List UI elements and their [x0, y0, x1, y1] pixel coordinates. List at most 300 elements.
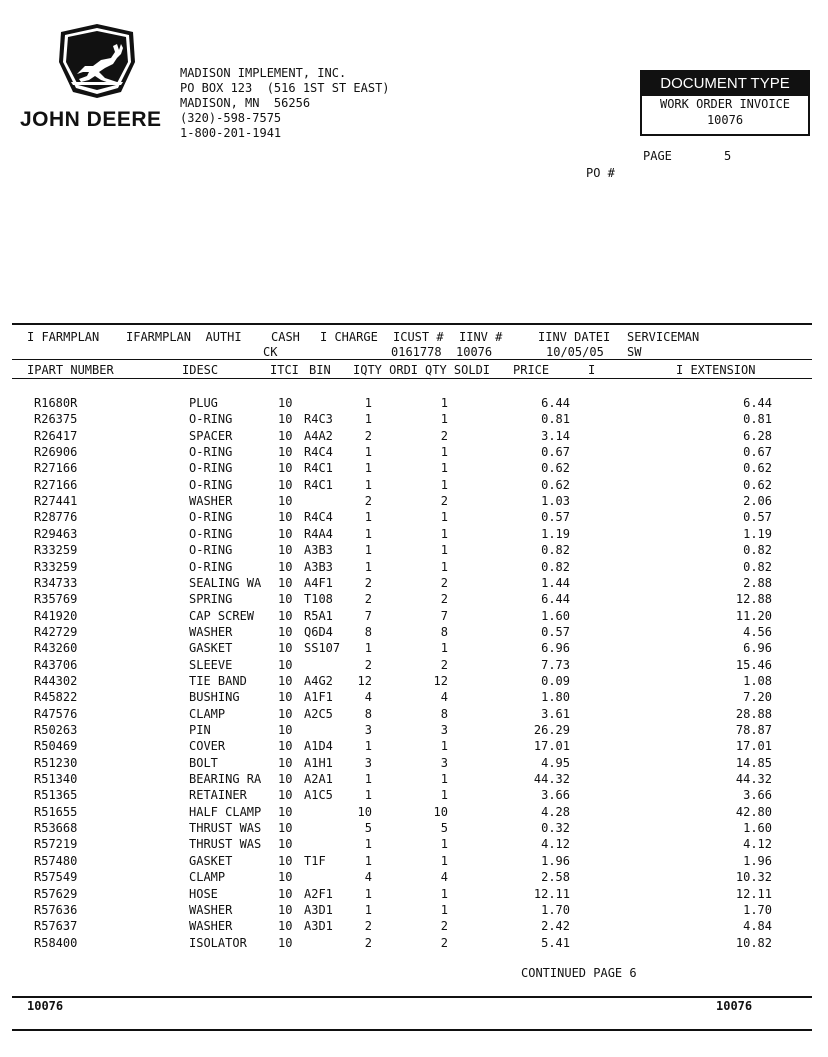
cell-description: THRUST WAS: [189, 837, 262, 852]
dealer-tollfree: 1-800-201-1941: [180, 126, 282, 140]
cell-part-number: R51655: [34, 804, 78, 819]
cell-bin: A3D1: [304, 919, 333, 934]
cell-qty-ordered: 2: [364, 575, 372, 590]
cell-qty-ordered: 1: [364, 853, 372, 868]
serviceman-label: SERVICEMAN: [627, 330, 700, 344]
cell-description: PLUG: [189, 396, 218, 410]
cell-tc: 10: [278, 772, 293, 787]
cell-part-number: R26417: [34, 428, 78, 443]
header-top-rule: [12, 323, 812, 325]
cell-part-number: R51365: [34, 788, 78, 803]
cell-bin: R4C3: [304, 412, 333, 427]
cell-part-number: R27166: [34, 461, 78, 476]
cell-bin: R5A1: [304, 608, 333, 623]
col-extension: I EXTENSION: [676, 363, 756, 377]
dealer-name: MADISON IMPLEMENT, INC.: [180, 66, 347, 80]
cell-qty-sold: 1: [440, 445, 448, 460]
cell-qty-ordered: 1: [364, 902, 372, 917]
cell-unit-price: 5.41: [541, 935, 570, 950]
cell-description: HALF CLAMP: [189, 804, 262, 819]
cell-extension: 2.06: [743, 494, 772, 509]
cell-extension: 4.56: [743, 624, 772, 639]
cell-qty-sold: 1: [440, 641, 448, 656]
table-row: [0, 853, 828, 869]
cell-bin: A2A1: [304, 772, 333, 787]
footer-bottom-rule: [12, 1029, 812, 1031]
cell-bin: R4C1: [304, 477, 333, 492]
cell-qty-sold: 1: [440, 477, 448, 492]
cell-part-number: R57549: [34, 870, 78, 885]
cell-tc: 10: [278, 690, 293, 705]
table-row: [0, 526, 828, 542]
cell-unit-price: 6.44: [541, 592, 570, 607]
cell-description: O-RING: [189, 510, 233, 525]
table-row: [0, 395, 828, 411]
table-row: [0, 444, 828, 460]
table-row: [0, 935, 828, 951]
cell-qty-sold: 2: [440, 919, 448, 934]
cell-tc: 10: [278, 935, 293, 950]
cell-bin: A3B3: [304, 559, 333, 574]
cell-extension: 6.28: [743, 428, 772, 443]
cell-qty-ordered: 1: [364, 396, 372, 410]
col-tc: ITCI: [270, 363, 299, 377]
cell-part-number: R47576: [34, 706, 78, 721]
cell-unit-price: 7.73: [541, 657, 570, 672]
table-row: [0, 559, 828, 575]
cell-qty-sold: 1: [440, 739, 448, 754]
footer-top-rule: [12, 996, 812, 998]
col-part-number: IPART NUMBER: [27, 363, 114, 377]
cell-description: BUSHING: [189, 690, 240, 705]
cell-extension: 0.82: [743, 543, 772, 558]
document-type-heading: DOCUMENT TYPE: [642, 72, 808, 96]
cell-unit-price: 12.11: [533, 886, 570, 901]
cell-unit-price: 0.82: [541, 543, 570, 558]
cell-tc: 10: [278, 412, 293, 427]
cell-bin: A3B3: [304, 543, 333, 558]
cell-bin: A3D1: [304, 902, 333, 917]
inv-label: IINV #: [459, 330, 503, 344]
table-row: [0, 755, 828, 771]
cell-qty-sold: 4: [440, 870, 448, 885]
cell-description: HOSE: [189, 886, 218, 901]
cell-description: RETAINER: [189, 788, 247, 803]
cell-qty-sold: 2: [440, 494, 448, 509]
cell-extension: 15.46: [735, 657, 772, 672]
col-qty-sold: QTY SOLDI: [425, 363, 491, 377]
cell-unit-price: 4.12: [541, 837, 570, 852]
page-number: 5: [724, 149, 732, 163]
cell-tc: 10: [278, 739, 293, 754]
cell-qty-ordered: 2: [364, 494, 372, 509]
cell-extension: 2.88: [743, 575, 772, 590]
cell-description: THRUST WAS: [189, 821, 262, 836]
cell-description: WASHER: [189, 902, 233, 917]
cell-bin: A1C5: [304, 788, 333, 803]
table-row: [0, 886, 828, 902]
cell-bin: R4C1: [304, 461, 333, 476]
cell-part-number: R27441: [34, 494, 78, 509]
cell-bin: A1D4: [304, 739, 333, 754]
cell-description: COVER: [189, 739, 226, 754]
cell-qty-sold: 8: [440, 706, 448, 721]
cell-qty-sold: 1: [440, 396, 448, 410]
cell-tc: 10: [278, 575, 293, 590]
cell-part-number: R50469: [34, 739, 78, 754]
cell-qty-sold: 1: [440, 526, 448, 541]
dealer-phone: (320)-598-7575: [180, 111, 282, 125]
cell-part-number: R34733: [34, 575, 78, 590]
cell-bin: R4C4: [304, 445, 333, 460]
cell-description: WASHER: [189, 494, 233, 509]
farmplan-auth-label: IFARMPLAN AUTHI: [126, 330, 242, 344]
cell-description: O-RING: [189, 412, 233, 427]
cell-unit-price: 0.57: [541, 624, 570, 639]
cell-tc: 10: [278, 543, 293, 558]
cell-part-number: R58400: [34, 935, 78, 950]
cell-qty-ordered: 4: [364, 690, 372, 705]
dealer-address-line2: MADISON, MN 56256: [180, 96, 311, 110]
cell-description: TIE BAND: [189, 673, 247, 688]
cell-bin: SS107: [304, 641, 341, 656]
table-row: [0, 706, 828, 722]
cell-description: CAP SCREW: [189, 608, 255, 623]
cell-tc: 10: [278, 821, 293, 836]
cell-extension: 0.81: [743, 412, 772, 427]
cell-description: GASKET: [189, 641, 233, 656]
cell-part-number: R44302: [34, 673, 78, 688]
cell-qty-ordered: 1: [364, 461, 372, 476]
dealer-address: [180, 66, 390, 141]
cell-qty-ordered: 1: [364, 886, 372, 901]
cell-qty-ordered: 3: [364, 755, 372, 770]
page-label: PAGE: [643, 149, 672, 163]
cell-part-number: R26906: [34, 445, 78, 460]
inv-value: 10076: [456, 345, 493, 359]
cell-qty-sold: 2: [440, 428, 448, 443]
cell-qty-ordered: 5: [364, 821, 372, 836]
cell-part-number: R53668: [34, 821, 78, 836]
cell-part-number: R57219: [34, 837, 78, 852]
cell-tc: 10: [278, 919, 293, 934]
cell-extension: 3.66: [743, 788, 772, 803]
cell-description: SEALING WA: [189, 575, 262, 590]
cell-qty-ordered: 1: [364, 641, 372, 656]
table-row: [0, 575, 828, 591]
cell-qty-ordered: 1: [364, 445, 372, 460]
cell-extension: 11.20: [735, 608, 772, 623]
cell-qty-ordered: 10: [357, 804, 372, 819]
cell-unit-price: 0.62: [541, 477, 570, 492]
cell-qty-sold: 1: [440, 837, 448, 852]
cell-unit-price: 4.28: [541, 804, 570, 819]
cell-bin: R4C4: [304, 510, 333, 525]
cell-part-number: R26375: [34, 412, 78, 427]
cell-qty-sold: 2: [440, 592, 448, 607]
cell-extension: 44.32: [735, 772, 772, 787]
cell-part-number: R51340: [34, 772, 78, 787]
cell-bin: A2C5: [304, 706, 333, 721]
cell-part-number: R1680R: [34, 396, 78, 410]
cell-qty-sold: 3: [440, 723, 448, 737]
cell-description: O-RING: [189, 543, 233, 558]
cell-qty-ordered: 8: [364, 624, 372, 639]
cell-description: WASHER: [189, 919, 233, 934]
cell-bin: A4A2: [304, 428, 333, 443]
cell-extension: 0.82: [743, 559, 772, 574]
cell-qty-ordered: 7: [364, 608, 372, 623]
cell-tc: 10: [278, 396, 293, 410]
cell-part-number: R57636: [34, 902, 78, 917]
cell-extension: 0.57: [743, 510, 772, 525]
cell-unit-price: 1.03: [541, 494, 570, 509]
table-row: [0, 640, 828, 656]
cell-tc: 10: [278, 788, 293, 803]
cell-unit-price: 0.62: [541, 461, 570, 476]
cell-qty-ordered: 1: [364, 788, 372, 803]
cell-extension: 1.60: [743, 821, 772, 836]
table-row: [0, 591, 828, 607]
cell-tc: 10: [278, 494, 293, 509]
cell-extension: 1.96: [743, 853, 772, 868]
cell-qty-ordered: 1: [364, 772, 372, 787]
cell-tc: 10: [278, 526, 293, 541]
cell-tc: 10: [278, 608, 293, 623]
cell-extension: 12.11: [735, 886, 772, 901]
cell-qty-ordered: 1: [364, 543, 372, 558]
cell-tc: 10: [278, 886, 293, 901]
table-row: [0, 673, 828, 689]
cust-value: 0161778: [391, 345, 442, 359]
cell-qty-sold: 1: [440, 510, 448, 525]
cell-extension: 14.85: [735, 755, 772, 770]
table-row: [0, 608, 828, 624]
cell-qty-ordered: 2: [364, 935, 372, 950]
cell-unit-price: 1.96: [541, 853, 570, 868]
cell-extension: 28.88: [735, 706, 772, 721]
table-row: [0, 804, 828, 820]
cell-qty-sold: 1: [440, 853, 448, 868]
table-row: [0, 624, 828, 640]
cell-part-number: R43706: [34, 657, 78, 672]
cell-description: O-RING: [189, 461, 233, 476]
cell-part-number: R50263: [34, 723, 78, 737]
cell-tc: 10: [278, 755, 293, 770]
cell-unit-price: 1.80: [541, 690, 570, 705]
cell-qty-sold: 3: [440, 755, 448, 770]
cell-tc: 10: [278, 804, 293, 819]
cell-extension: 10.32: [735, 870, 772, 885]
table-row: [0, 902, 828, 918]
cell-part-number: R57637: [34, 919, 78, 934]
cell-part-number: R51230: [34, 755, 78, 770]
footer-invoice-number-left: 10076: [27, 999, 64, 1013]
cell-part-number: R43260: [34, 641, 78, 656]
cell-extension: 17.01: [735, 739, 772, 754]
cell-part-number: R35769: [34, 592, 78, 607]
table-row: [0, 771, 828, 787]
cell-unit-price: 0.32: [541, 821, 570, 836]
cell-qty-sold: 1: [440, 543, 448, 558]
cell-qty-sold: 8: [440, 624, 448, 639]
cell-extension: 0.62: [743, 461, 772, 476]
cell-description: CLAMP: [189, 870, 226, 885]
cell-unit-price: 6.44: [541, 396, 570, 410]
po-label: PO #: [586, 166, 615, 180]
cell-qty-sold: 1: [440, 772, 448, 787]
cash-cont: CK: [263, 345, 278, 359]
cell-qty-sold: 1: [440, 559, 448, 574]
table-row: [0, 820, 828, 836]
cell-tc: 10: [278, 837, 293, 852]
cell-unit-price: 3.14: [541, 428, 570, 443]
table-row: [0, 918, 828, 934]
table-row: [0, 509, 828, 525]
table-row: [0, 657, 828, 673]
farmplan-label: I FARMPLAN: [27, 330, 100, 344]
cell-extension: 10.82: [735, 935, 772, 950]
document-type-value: WORK ORDER INVOICE: [659, 97, 791, 111]
table-row: [0, 689, 828, 705]
continued-note: CONTINUED PAGE 6: [521, 966, 637, 980]
cell-bin: A1H1: [304, 755, 333, 770]
cell-unit-price: 2.42: [541, 919, 570, 934]
cell-extension: 4.12: [743, 837, 772, 852]
cell-description: PIN: [189, 723, 211, 737]
inv-date-value: 10/05/05: [546, 345, 604, 359]
cell-tc: 10: [278, 673, 293, 688]
cell-bin: R4A4: [304, 526, 333, 541]
cell-qty-sold: 2: [440, 575, 448, 590]
cell-description: BOLT: [189, 755, 218, 770]
cell-extension: 0.67: [743, 445, 772, 460]
cell-qty-sold: 4: [440, 690, 448, 705]
table-row: [0, 836, 828, 852]
cell-tc: 10: [278, 624, 293, 639]
cell-tc: 10: [278, 723, 293, 737]
cell-tc: 10: [278, 592, 293, 607]
cell-qty-ordered: 2: [364, 428, 372, 443]
cell-tc: 10: [278, 445, 293, 460]
cell-qty-ordered: 1: [364, 837, 372, 852]
cell-bin: A2F1: [304, 886, 333, 901]
header-bottom-rule: [12, 378, 812, 379]
table-row: [0, 738, 828, 754]
cell-part-number: R45822: [34, 690, 78, 705]
cell-extension: 0.62: [743, 477, 772, 492]
cell-unit-price: 0.81: [541, 412, 570, 427]
inv-date-label: IINV DATEI: [538, 330, 611, 344]
cell-description: ISOLATOR: [189, 935, 247, 950]
cell-bin: A4G2: [304, 673, 333, 688]
cell-unit-price: 26.29: [533, 723, 570, 737]
cell-qty-sold: 1: [440, 788, 448, 803]
cell-extension: 6.44: [743, 396, 772, 410]
cell-qty-sold: 2: [440, 935, 448, 950]
cell-extension: 6.96: [743, 641, 772, 656]
cell-tc: 10: [278, 870, 293, 885]
cell-unit-price: 17.01: [533, 739, 570, 754]
footer-invoice-number-right: 10076: [716, 999, 753, 1013]
cell-description: SLEEVE: [189, 657, 233, 672]
cell-tc: 10: [278, 428, 293, 443]
cell-qty-ordered: 1: [364, 526, 372, 541]
cell-tc: 10: [278, 657, 293, 672]
cell-qty-ordered: 1: [364, 739, 372, 754]
table-row: [0, 542, 828, 558]
cell-part-number: R29463: [34, 526, 78, 541]
col-desc: IDESC: [182, 363, 219, 377]
document-number: 10076: [706, 113, 744, 127]
cell-unit-price: 0.09: [541, 673, 570, 688]
cell-tc: 10: [278, 510, 293, 525]
cell-unit-price: 6.96: [541, 641, 570, 656]
cell-part-number: R57480: [34, 853, 78, 868]
cell-extension: 42.80: [735, 804, 772, 819]
cell-bin: T1F: [304, 853, 326, 868]
cell-description: GASKET: [189, 853, 233, 868]
cell-qty-ordered: 1: [364, 477, 372, 492]
cell-qty-ordered: 8: [364, 706, 372, 721]
table-row: [0, 428, 828, 444]
cell-description: O-RING: [189, 559, 233, 574]
cell-extension: 1.08: [743, 673, 772, 688]
cell-unit-price: 4.95: [541, 755, 570, 770]
table-row: [0, 722, 828, 738]
cell-part-number: R41920: [34, 608, 78, 623]
table-row: [0, 869, 828, 885]
cell-tc: 10: [278, 706, 293, 721]
cell-qty-sold: 5: [440, 821, 448, 836]
deer-leaping-logo: [55, 22, 139, 100]
cell-tc: 10: [278, 853, 293, 868]
cell-description: O-RING: [189, 477, 233, 492]
cell-tc: 10: [278, 477, 293, 492]
cash-label: CASH: [271, 330, 300, 344]
cell-extension: 7.20: [743, 690, 772, 705]
cell-description: SPACER: [189, 428, 233, 443]
cell-qty-ordered: 4: [364, 870, 372, 885]
header-mid-rule: [12, 359, 812, 360]
cell-qty-sold: 1: [440, 886, 448, 901]
col-qty-ord: IQTY ORDI: [353, 363, 419, 377]
table-row: [0, 411, 828, 427]
charge-label: I CHARGE: [320, 330, 378, 344]
cell-qty-sold: 2: [440, 657, 448, 672]
table-row: [0, 477, 828, 493]
cell-unit-price: 3.61: [541, 706, 570, 721]
cell-extension: 1.70: [743, 902, 772, 917]
cell-unit-price: 0.57: [541, 510, 570, 525]
cell-unit-price: 1.44: [541, 575, 570, 590]
col-separator: I: [588, 363, 596, 377]
cell-part-number: R27166: [34, 477, 78, 492]
cell-tc: 10: [278, 902, 293, 917]
serviceman-value: SW: [627, 345, 642, 359]
cell-qty-sold: 7: [440, 608, 448, 623]
cell-unit-price: 3.66: [541, 788, 570, 803]
cell-description: CLAMP: [189, 706, 226, 721]
cell-extension: 12.88: [735, 592, 772, 607]
cell-tc: 10: [278, 461, 293, 476]
cell-tc: 10: [278, 559, 293, 574]
cell-unit-price: 0.82: [541, 559, 570, 574]
cell-extension: 4.84: [743, 919, 772, 934]
cell-extension: 1.19: [743, 526, 772, 541]
table-row: [0, 460, 828, 476]
cell-qty-sold: 1: [440, 461, 448, 476]
